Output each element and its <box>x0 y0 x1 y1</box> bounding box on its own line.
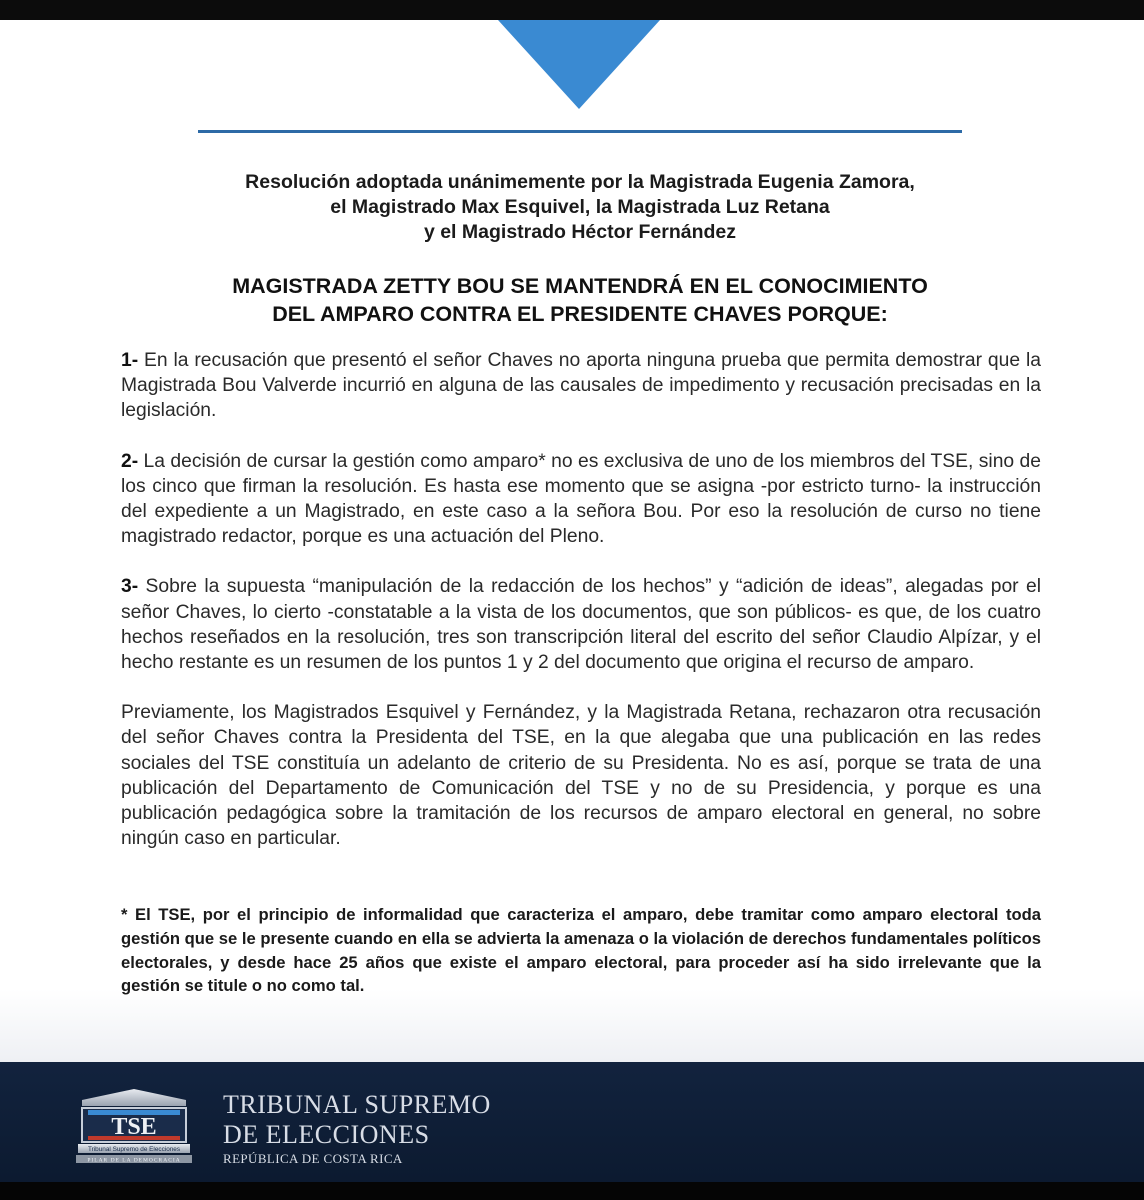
tse-logo <box>74 1086 194 1166</box>
headline-line: MAGISTRADA ZETTY BOU SE MANTENDRÁ EN EL CONOCIMIENTO <box>232 274 928 298</box>
paragraph-text: Previamente, los Magistrados Esquivel y Fernández, y la Magistrada Retana, rechazaron otra recusación del señor Chaves contra la Presidenta del TSE, en la que alegaba que una publicación en las redes sociales del TSE constituía un adelanto de criterio de su Presidenta. No es así, porque se trata de una publicación del Departamento de Comunicación del TSE y no de su Presidencia, y porque es una publicación pedagógica sobre la tramitación de los recursos de amparo electoral en general, no sobre ningún caso en particular. <box>121 702 1041 850</box>
paragraph-previously <box>121 700 1041 851</box>
resolution-subtitle <box>150 170 1010 245</box>
paragraph-text: Sobre la supuesta “manipulación de la redacción de los hechos” y “adición de ideas”, alegadas por el señor Chaves, lo cierto -constatable a la vista de los documentos, que son públicos- es que, de los cuatro hechos reseñados en la resolución, tres son transcripción literal del escrito del señor Claudio Alpízar, y el hecho restante es un resumen de los puntos 1 y 2 del documento que origina el recurso de amparo. <box>121 576 1041 674</box>
footer-bottom-stripe <box>0 1182 1144 1200</box>
headline <box>150 272 1010 328</box>
paragraph-number: 1- <box>121 350 139 371</box>
organization-name <box>223 1090 491 1168</box>
paragraph-3 <box>121 574 1041 675</box>
paragraph-number: 2- <box>121 450 139 472</box>
paragraph-number: 3- <box>121 576 139 598</box>
footnote: * El TSE, por el principio de informalidad que caracteriza el amparo, debe tramitar como amparo electoral toda gestión que se le presente cuando en ella se advierta la amenaza o la violación de derechos fundamentales políticos electorales, y desde hace 25 años que existe el amparo electoral, para proceder así ha sido irrelevante que la gestión se titule o no como tal. <box>121 905 1041 996</box>
paragraph-1 <box>121 348 1041 424</box>
paragraph-text: En la recusación que presentó el señor Chaves no aporta ninguna prueba que permita demostrar que la Magistrada Bou Valverde incurrió en alguna de las causales de impedimento y recusación precisadas en la legislación. <box>121 350 1041 422</box>
paragraph-text: La decisión de cursar la gestión como amparo* no es exclusiva de uno de los miembros del TSE, sino de los cinco que firman la resolución. Es hasta ese momento que se asigna -por estricto turno- la instrucción del expediente a un Magistrado, en este caso a la señora Bou. Por eso la resolución de curso no tiene magistrado redactor, porque es una actuación del Pleno. <box>121 450 1041 548</box>
headline-line: DEL AMPARO CONTRA EL PRESIDENTE CHAVES PORQUE: <box>272 302 888 326</box>
logo-motto: PILAR DE LA DEMOCRACIA <box>87 1157 181 1164</box>
subtitle-line: el Magistrado Max Esquivel, la Magistrada Luz Retana <box>330 196 830 218</box>
logo-letters: TSE <box>111 1114 157 1140</box>
paragraph-2 <box>121 449 1041 550</box>
logo-caption: Tribunal Supremo de Elecciones <box>87 1146 181 1153</box>
subtitle-line: Resolución adoptada unánimemente por la Magistrada Eugenia Zamora, <box>245 171 915 193</box>
org-country: REPÚBLICA DE COSTA RICA <box>223 1151 403 1166</box>
body-text <box>121 348 1041 876</box>
org-name-line1: TRIBUNAL SUPREMO <box>223 1090 491 1119</box>
subtitle-line: y el Magistrado Héctor Fernández <box>423 221 737 243</box>
header-divider <box>198 130 962 133</box>
document-page <box>0 20 1144 1062</box>
top-bar <box>0 0 1144 20</box>
blue-triangle-ornament <box>498 20 660 109</box>
org-name-line2: DE ELECCIONES <box>223 1120 430 1149</box>
